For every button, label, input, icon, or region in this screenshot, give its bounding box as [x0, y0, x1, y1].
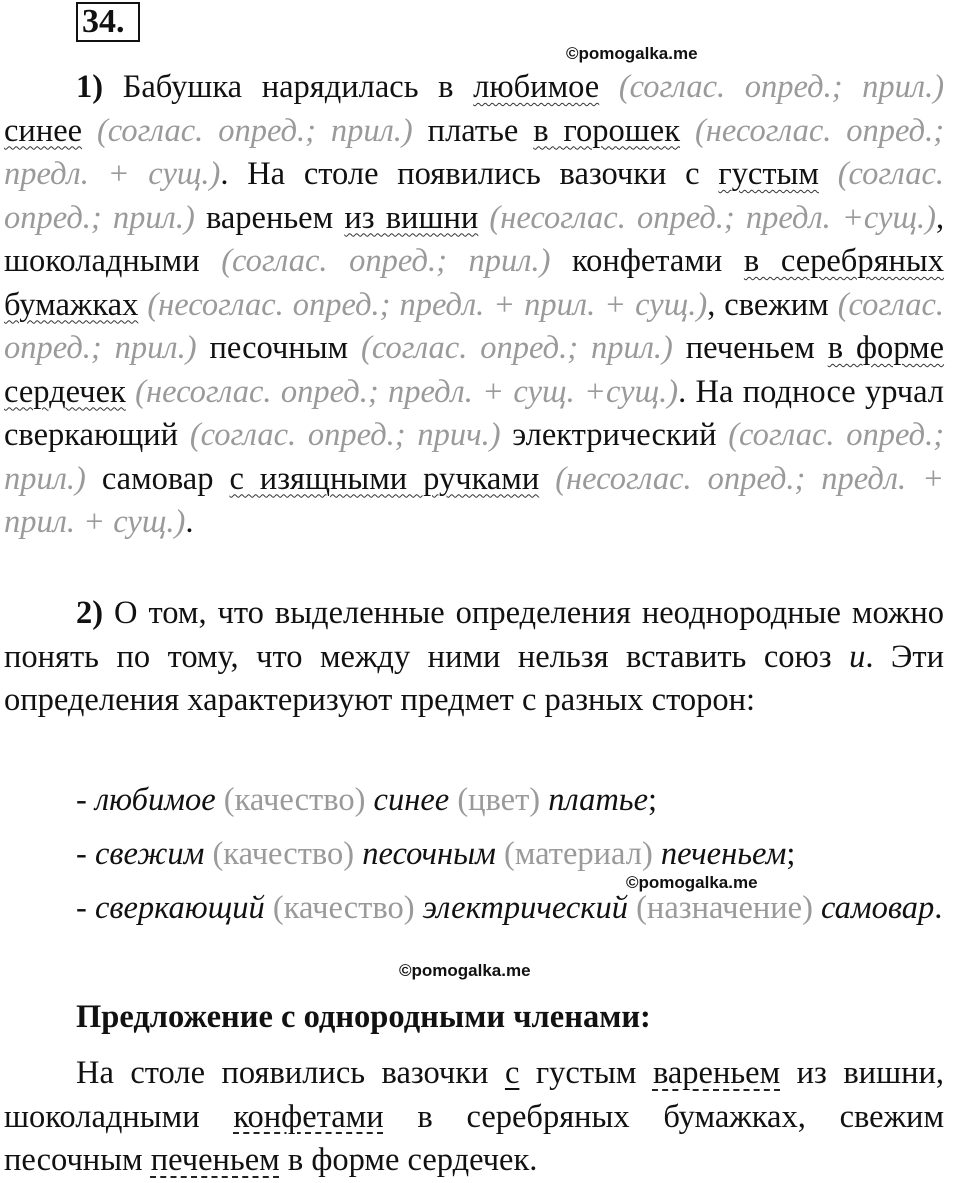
word-varenyem: вареньем	[205, 199, 334, 236]
section-heading	[4, 996, 944, 1040]
list-note: (качество)	[212, 836, 355, 872]
list-word: платье	[548, 782, 649, 818]
grammar-note: (несоглас. опред.; предл. +сущ.)	[489, 199, 936, 236]
grammar-note: (соглас. опред.; прил.)	[4, 417, 945, 497]
list-note: (цвет)	[457, 782, 541, 818]
task-number: 34.	[76, 2, 140, 42]
conjunction: и	[849, 638, 866, 675]
text: На столе появились вазочки	[76, 1055, 489, 1091]
dash: -	[76, 836, 95, 872]
word-s: с	[504, 1055, 520, 1091]
word-varenyem: вареньем	[652, 1055, 781, 1091]
word-shokoladnymi: , шоколадными	[4, 199, 945, 279]
list-item	[4, 887, 944, 931]
list-word: самовар	[821, 890, 935, 926]
text: . На подносе урчал сверкающий	[4, 373, 944, 453]
word-konfetami: конфетами	[233, 1098, 384, 1135]
list-word: электрический	[422, 890, 628, 926]
word-iz-vishni: из вишни	[344, 199, 479, 236]
watermark: ©pomogalka.me	[626, 873, 758, 892]
punct: .	[934, 890, 943, 926]
dash: -	[76, 782, 95, 818]
word-svezhim: , свежим	[707, 286, 829, 323]
part1-label: 1)	[76, 69, 104, 105]
list-word: сверкающий	[94, 890, 265, 926]
list-word: печеньем	[660, 836, 787, 872]
word-gustym: густым	[718, 156, 819, 192]
watermark: ©pomogalka.me	[399, 961, 531, 980]
part2-label: 2)	[76, 595, 104, 631]
list-note: (качество)	[272, 890, 415, 926]
list-note: (назначение)	[636, 890, 813, 926]
list-word: свежим	[94, 836, 205, 872]
grammar-note: (несоглас. опред.; предл. + сущ. +сущ.)	[135, 373, 679, 410]
text: . На столе появились вазочки с	[220, 156, 700, 192]
list-note: (качество)	[223, 782, 366, 818]
word-konfetami: конфетами	[572, 243, 723, 279]
grammar-note: (соглас. опред.; прил.)	[4, 156, 945, 236]
word-pesochnym: песочным	[209, 330, 349, 366]
grammar-note: (соглас. опред.; прил.)	[96, 112, 413, 149]
word-v-serebryanykh: в серебряных бумажках	[4, 243, 945, 323]
list-item	[4, 779, 944, 823]
punct: ;	[648, 782, 658, 818]
text: . Эти определения характеризуют предмет с разных сторон:	[4, 638, 944, 718]
word-v-forme: в форме сердечек	[4, 330, 945, 410]
text: в форме сердечек.	[287, 1142, 538, 1178]
list-word: песочным	[362, 836, 496, 872]
dash: -	[76, 890, 95, 926]
list-note: (материал)	[504, 836, 653, 872]
word-s-izyashchnymi: с изящными ручками	[229, 460, 540, 497]
grammar-note: (соглас. опред.; прил.)	[221, 243, 551, 279]
watermark: ©pomogalka.me	[566, 44, 698, 63]
text: из вишни, шоколадными	[4, 1055, 945, 1135]
part3-paragraph	[4, 1052, 944, 1183]
grammar-note: (соглас. опред.; прил.)	[618, 69, 945, 105]
word-samovar: самовар	[101, 460, 214, 497]
list-item	[4, 833, 944, 877]
word-elektricheskiy: электрический	[512, 417, 717, 453]
part2-paragraph	[4, 592, 944, 723]
text: .	[185, 504, 194, 540]
grammar-note: (соглас. опред.; прил.)	[4, 286, 945, 366]
grammar-note: (несоглас. опред.; предл. + прил. + сущ.)	[4, 460, 945, 540]
grammar-note: (несоглас. опред.; предл. + прил. + сущ.)	[147, 286, 708, 323]
text: густым	[535, 1055, 637, 1091]
grammar-note: (соглас. опред.; прил.)	[361, 330, 673, 366]
word-pechenyem: печеньем	[150, 1142, 280, 1178]
punct: ;	[786, 836, 796, 872]
list-word: синее	[373, 782, 450, 818]
text: О том, что выделенные определения неоднородные можно понять по тому, что между ними нельзя вставить союз	[4, 595, 944, 675]
list-word: любимое	[94, 782, 216, 818]
word-platye: платье	[427, 112, 519, 149]
word-lyubimoe: любимое	[473, 69, 600, 105]
word-pechenyem: печеньем	[685, 330, 815, 366]
heading-text: Предложение с однородными членами:	[76, 999, 651, 1035]
text: в серебряных бумажках, свежим песочным	[4, 1098, 945, 1178]
word-sinee: синее	[4, 112, 83, 149]
text: Бабушка нарядилась в	[122, 69, 454, 105]
part1-paragraph	[4, 66, 944, 545]
grammar-note: (соглас. опред.; прич.)	[189, 417, 501, 453]
grammar-note: (несоглас. опред.; предл. + сущ.)	[4, 112, 945, 192]
word-v-goroshek: в горошек	[533, 112, 681, 149]
